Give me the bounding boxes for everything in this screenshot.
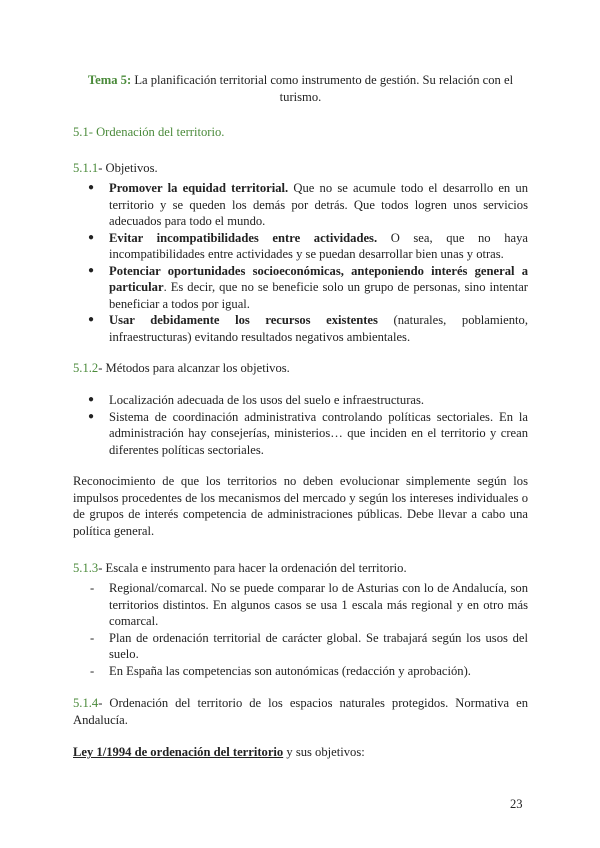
methods-list [73,392,528,458]
list-item: ● Evitar incompatibilidades entre actividades. O sea, que no haya incompatibilidades entre actividades y se puedan desarrollar bien unas y otras. [88,230,528,261]
bullet-icon: ● [88,394,95,405]
list-item: ● Sistema de coordinación administrativa controlando políticas sectoriales. En la administración hay consejerías, ministerios… que inciden en el territorio y crean diferentes políticas sectoriales. [88,409,528,457]
list-item: ● Promover la equidad territorial. Que no se acumule todo el desarrollo en un territorio y se queden los demás por detrás. Que todos logren unos servicios adecuados para todo el mundo. [88,181,528,228]
law-title: Ley 1/1994 de ordenación del territorio [73,745,284,759]
title-label: Tema 5: [87,73,132,87]
section-5-1-4-heading [73,695,528,728]
objectives-list [73,180,528,345]
bullet-icon: ● [88,410,95,422]
section-number: 5.1 [73,125,89,139]
section-number: 5.1.3 [73,561,99,575]
section-5-1-1-heading [73,160,528,177]
section-number: 5.1.4 [73,696,99,710]
section-title: - Ordenación del territorio de los espacios naturales protegidos. Normativa en Andalucía. [73,696,528,727]
list-item: - Plan de ordenación territorial de carácter global. Se trabajará según los usos del suelo. [90,630,528,661]
section-5-1-2-heading [73,360,528,377]
section-5-1-heading [73,124,528,141]
list-item: ● Localización adecuada de los usos del suelo e infraestructuras. [88,393,425,407]
bullet-icon: ● [88,231,95,243]
dash-marker: - [90,663,95,678]
dash-marker: - [90,581,95,595]
paragraph: Reconocimiento de que los territorios no deben evolucionar simplemente según los impulsos procedentes de los mecanismos del mercado y según los intereses individuales o de grupos de interés competencia de administraciones públicas. Debe llevar a cabo una política general. [73,474,528,538]
section-5-1-3-heading [73,560,528,577]
page-number: 23 [510,797,523,811]
list-item: - Regional/comarcal. No se puede comparar lo de Asturias con lo de Andalucía, son territorios distintos. En algunos casos se usa 1 escala más regional y en otro más comarcal. [90,581,528,628]
section-number: 5.1.1 [73,161,99,175]
scale-list [73,580,528,679]
dash-marker: - [90,630,95,645]
bullet-icon: ● [88,264,95,276]
list-item: ● Usar debidamente los recursos existentes (naturales, poblamiento, infraestructuras) evitando resultados negativos ambientales. [88,313,528,344]
section-title: - Métodos para alcanzar los objetivos. [98,361,290,375]
section-title: - Objetivos. [98,161,158,175]
section-title: - Ordenación del territorio. [88,125,225,139]
section-number: 5.1.2 [73,361,99,375]
title-text: La planificación territorial como instrumento de gestión. Su relación con el turismo. [134,73,514,104]
law-line: Ley 1/1994 de ordenación del territorio y sus objetivos: [73,745,365,759]
page-title [78,72,523,106]
section-title: - Escala e instrumento para hacer la ordenación del territorio. [98,561,407,575]
bullet-icon: ● [88,314,95,325]
bullet-icon: ● [88,182,95,193]
list-item: - En España las competencias son autonómicas (redacción y aprobación). [90,663,471,678]
list-item: ● Potenciar oportunidades socioeconómicas, anteponiendo interés general a particular. Es decir, que no se beneficie solo un grupo de personas, sino intentar beneficiar a todos por igual. [88,263,528,311]
